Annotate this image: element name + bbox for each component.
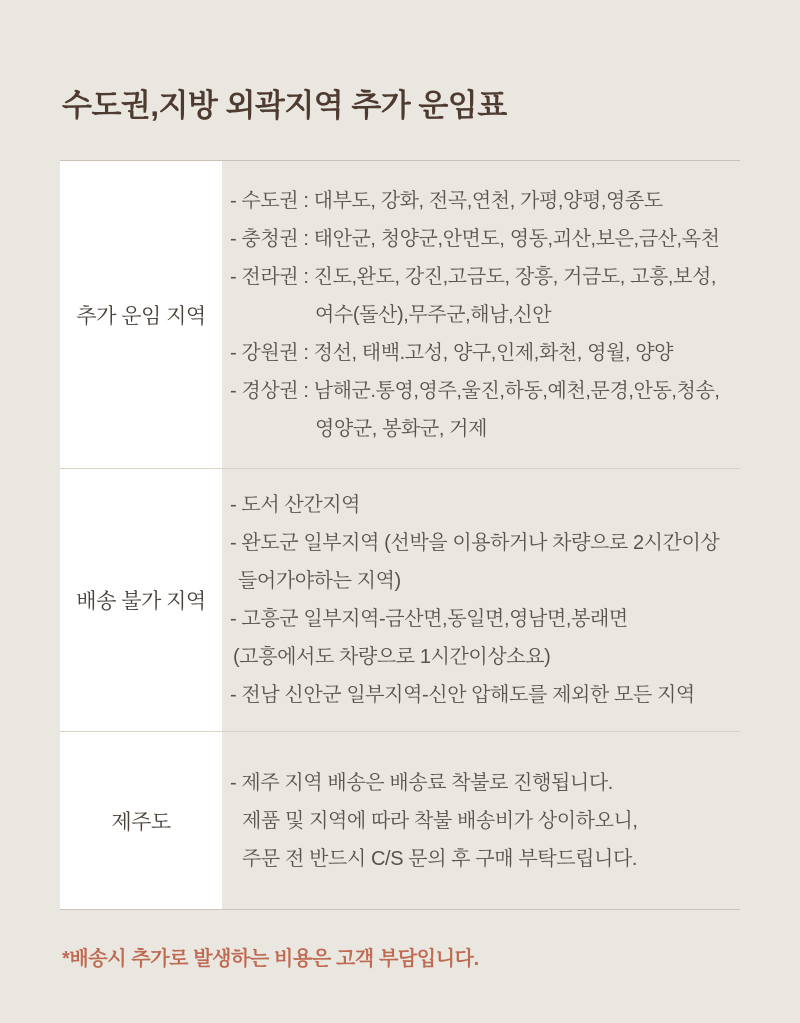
- row-header-extra-fee-regions: 추가 운임 지역: [60, 161, 222, 468]
- row-content-no-delivery-regions: [222, 469, 740, 731]
- extra-cost-footnote: *배송시 추가로 발생하는 비용은 고객 부담입니다.: [62, 948, 479, 970]
- notice-line: - 제주 지역 배송은 배송료 착불로 진행됩니다.: [230, 771, 613, 794]
- region-line-continuation: 영양군, 봉화군, 거제: [315, 417, 487, 440]
- region-line: - 전라권 : 진도,완도, 강진,고금도, 장흥, 거금도, 고흥,보성,: [230, 265, 717, 288]
- row-content-jeju: [222, 732, 740, 909]
- notice-line-continuation: 주문 전 반드시 C/S 문의 후 구매 부탁드립니다.: [242, 847, 638, 870]
- region-line-continuation: 여수(돌산),무주군,해남,신안: [315, 303, 552, 326]
- region-line: - 수도권 : 대부도, 강화, 전곡,연천, 가평,양평,영종도: [230, 189, 663, 212]
- region-line: - 완도군 일부지역 (선박을 이용하거나 차량으로 2시간이상: [230, 532, 720, 554]
- region-line: - 경상권 : 남해군.통영,영주,울진,하동,예천,문경,안동,청송,: [230, 379, 720, 402]
- region-line: - 도서 산간지역: [230, 494, 361, 516]
- region-line-continuation: 들어가야하는 지역): [238, 570, 401, 592]
- shipping-fee-table: [60, 160, 740, 910]
- region-line: - 전남 신안군 일부지역-신안 압해도를 제외한 모든 지역: [230, 684, 695, 706]
- region-line: - 강원권 : 정선, 태백.고성, 양구,인제,화천, 영월, 양양: [230, 341, 674, 364]
- region-line: - 충청권 : 태안군, 청양군,안면도, 영동,괴산,보은,금산,옥천: [230, 227, 720, 250]
- notice-line-continuation: 제품 및 지역에 따라 착불 배송비가 상이하오니,: [242, 809, 638, 832]
- row-header-no-delivery-regions: 배송 불가 지역: [60, 469, 222, 731]
- table-row-no-delivery-regions: [60, 469, 740, 732]
- region-line-continuation: (고흥에서도 차량으로 1시간이상소요): [233, 646, 551, 668]
- table-row-jeju: [60, 732, 740, 910]
- row-header-jeju: 제주도: [60, 732, 222, 909]
- row-content-extra-fee-regions: [222, 161, 740, 468]
- table-row-extra-fee-regions: [60, 161, 740, 469]
- region-line: - 고흥군 일부지역-금산면,동일면,영남면,봉래면: [230, 608, 628, 630]
- page-title: 수도권,지방 외곽지역 추가 운임표: [62, 88, 507, 123]
